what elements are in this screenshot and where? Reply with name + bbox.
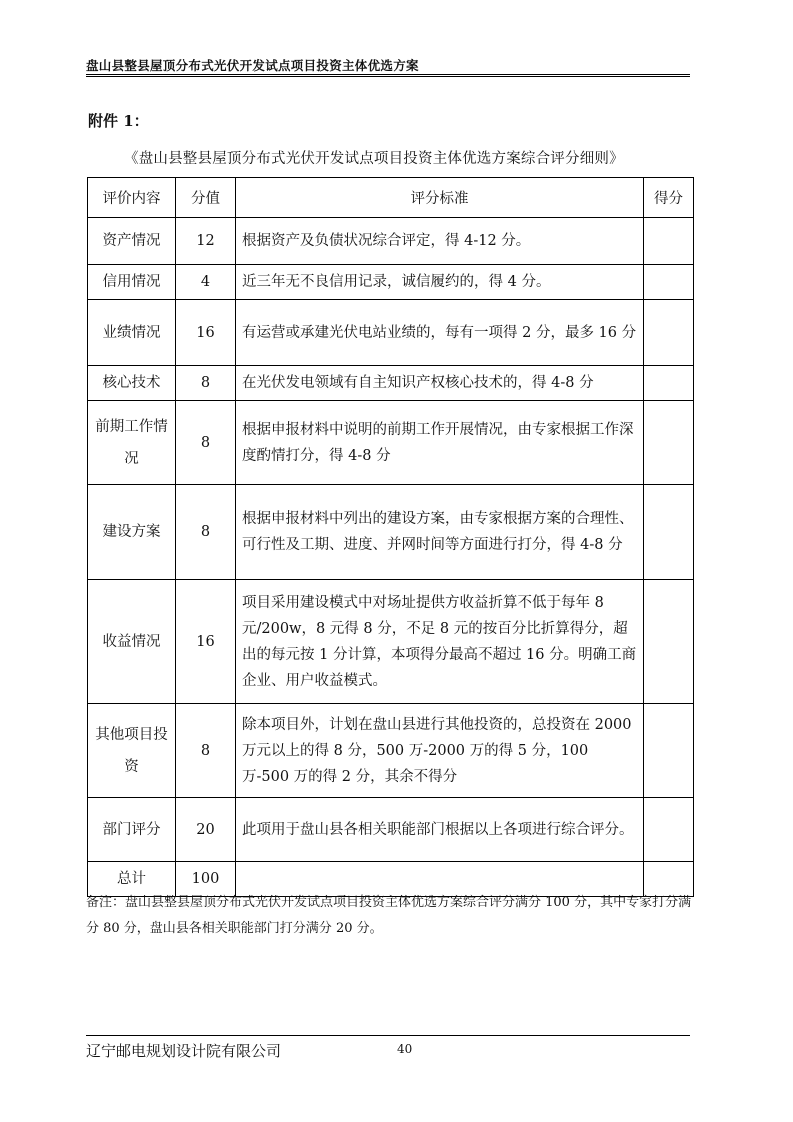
table-row: [88, 485, 694, 580]
row-item: 业绩情况: [88, 300, 176, 366]
table-note: 备注：盘山县整县屋顶分布式光伏开发试点项目投资主体优选方案综合评分满分 100 分，其中专家打分满分 80 分，盘山县各相关职能部门打分满分 20 分。: [86, 895, 692, 936]
row-item: 前期工作情况: [88, 401, 176, 485]
attachment-label: 附件 1：: [88, 112, 149, 130]
row-score: 12: [176, 218, 236, 265]
table-row: [88, 580, 694, 704]
scoring-table: [87, 177, 694, 897]
header-got: 得分: [644, 178, 694, 218]
header-divider: [86, 74, 690, 75]
table-row: [88, 265, 694, 300]
header-criteria: 评分标准: [236, 178, 644, 218]
page-number: 40: [397, 1042, 413, 1056]
row-got: [644, 300, 694, 366]
row-item: 部门评分: [88, 798, 176, 862]
row-item: 总计: [88, 862, 176, 897]
table-row: [88, 401, 694, 485]
row-criteria: 根据申报材料中列出的建设方案，由专家根据方案的合理性、可行性及工期、进度、并网时间等方面进行打分，得 4-8 分: [236, 485, 644, 580]
row-item: 收益情况: [88, 580, 176, 704]
row-score: 20: [176, 798, 236, 862]
row-score: 4: [176, 265, 236, 300]
header-score: 分值: [176, 178, 236, 218]
row-item: 资产情况: [88, 218, 176, 265]
row-criteria: 根据申报材料中说明的前期工作开展情况，由专家根据工作深度酌情打分，得 4-8 分: [236, 401, 644, 485]
table-row: [88, 366, 694, 401]
row-item: 信用情况: [88, 265, 176, 300]
footer-company: 辽宁邮电规划设计院有限公司: [86, 1042, 282, 1060]
row-score: 16: [176, 300, 236, 366]
table-row: [88, 798, 694, 862]
row-score: 8: [176, 401, 236, 485]
table-row: [88, 218, 694, 265]
row-got: [644, 401, 694, 485]
row-got: [644, 485, 694, 580]
row-got: [644, 704, 694, 798]
row-score: 8: [176, 485, 236, 580]
row-score: 8: [176, 366, 236, 401]
row-score: 8: [176, 704, 236, 798]
row-item: 建设方案: [88, 485, 176, 580]
header-item: 评价内容: [88, 178, 176, 218]
row-criteria: 根据资产及负债状况综合评定，得 4-12 分。: [236, 218, 644, 265]
document-header-title: 盘山县整县屋顶分布式光伏开发试点项目投资主体优选方案: [86, 58, 419, 73]
row-criteria: 除本项目外，计划在盘山县进行其他投资的，总投资在 2000 万元以上的得 8 分，500 万-2000 万的得 5 分，100 万-500 万的得 2 分，其余不得分: [236, 704, 644, 798]
row-got: [644, 265, 694, 300]
row-got: [644, 366, 694, 401]
row-got: [644, 798, 694, 862]
row-score: 100: [176, 862, 236, 897]
row-got: [644, 218, 694, 265]
row-criteria: 在光伏发电领域有自主知识产权核心技术的，得 4-8 分: [236, 366, 644, 401]
footer-divider: [86, 1035, 690, 1036]
row-criteria: 近三年无不良信用记录，诚信履约的，得 4 分。: [236, 265, 644, 300]
table-header-row: [88, 178, 694, 218]
row-criteria: 项目采用建设模式中对场址提供方收益折算不低于每年 8 元/200w，8 元得 8 分，不足 8 元的按百分比折算得分，超出的每元按 1 分计算，本项得分最高不超过 16 分。明确工商企业、用户收益模式。: [236, 580, 644, 704]
row-score: 16: [176, 580, 236, 704]
row-item: 其他项目投资: [88, 704, 176, 798]
table-row: [88, 300, 694, 366]
document-title: 《盘山县整县屋顶分布式光伏开发试点项目投资主体优选方案综合评分细则》: [124, 151, 624, 167]
row-criteria: 有运营或承建光伏电站业绩的，每有一项得 2 分，最多 16 分: [236, 300, 644, 366]
header-divider-secondary: [86, 76, 690, 77]
table-row: [88, 704, 694, 798]
row-criteria: 此项用于盘山县各相关职能部门根据以上各项进行综合评分。: [236, 798, 644, 862]
row-got: [644, 580, 694, 704]
row-item: 核心技术: [88, 366, 176, 401]
